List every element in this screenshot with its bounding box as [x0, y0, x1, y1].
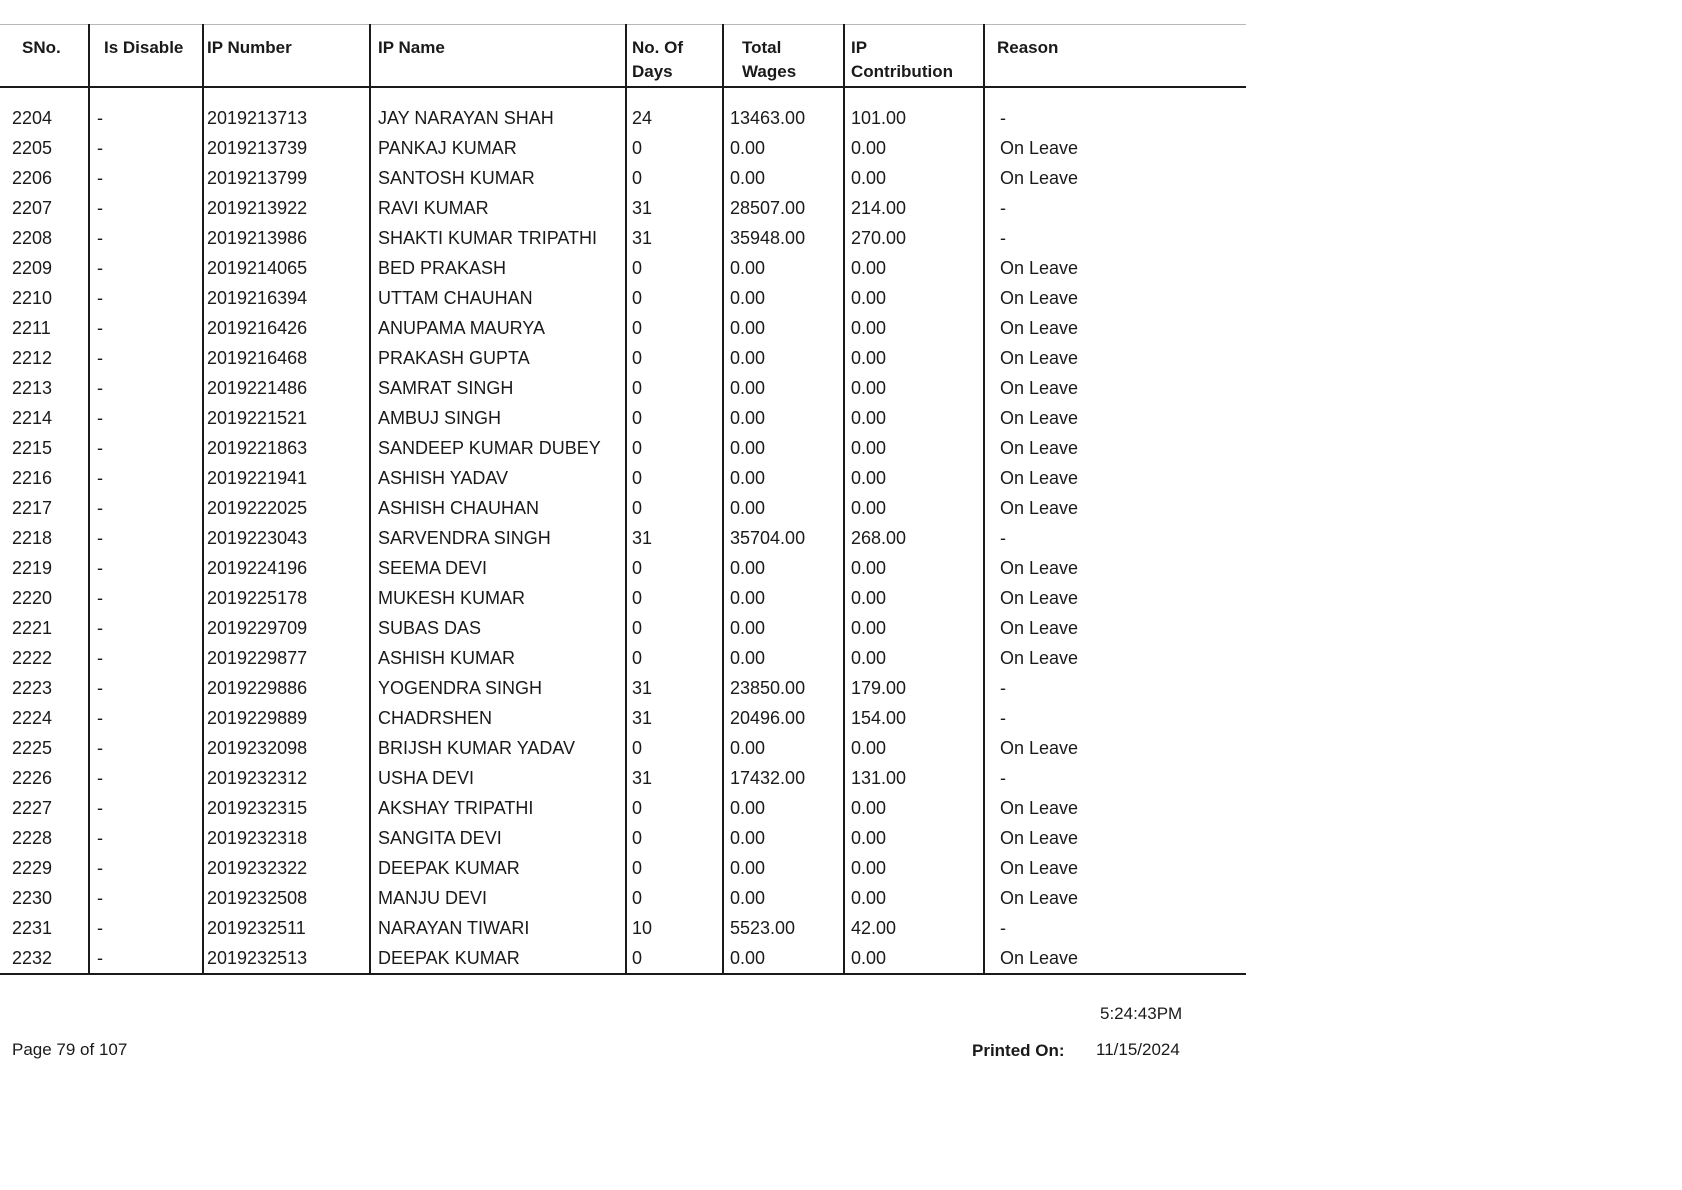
no-of-days-cell: 0: [626, 163, 723, 193]
total-wages-cell: 0.00: [723, 733, 844, 763]
sno-cell: 2206: [0, 163, 89, 193]
total-wages-cell: 0.00: [723, 793, 844, 823]
is-disable-cell: -: [89, 433, 203, 463]
total-wages-cell: 35948.00: [723, 223, 844, 253]
table-row: [0, 523, 1246, 553]
printed-time: 5:24:43PM: [1100, 1004, 1183, 1023]
is-disable-cell: -: [89, 553, 203, 583]
sno-cell: 2223: [0, 673, 89, 703]
is-disable-cell: -: [89, 373, 203, 403]
is-disable-cell: -: [89, 523, 203, 553]
ip-contribution-cell: 0.00: [844, 253, 984, 283]
reason-cell: -: [1000, 917, 1006, 938]
sno-cell: 2211: [0, 313, 89, 343]
reason-cell: On Leave: [1000, 137, 1079, 158]
ip-name-cell: BRIJSH KUMAR YADAV: [370, 733, 626, 763]
no-of-days-cell: 10: [626, 913, 723, 943]
total-wages-cell: 0.00: [723, 613, 844, 643]
sno-cell: 2225: [0, 733, 89, 763]
sno-cell: 2204: [0, 103, 89, 133]
table-row: [0, 223, 1246, 253]
ip-name-cell: JAY NARAYAN SHAH: [370, 103, 626, 133]
ip-number-cell: 2019213986: [203, 223, 370, 253]
ip-contribution-cell: 0.00: [844, 733, 984, 763]
ip-name-cell: ANUPAMA MAURYA: [370, 313, 626, 343]
table-row: [0, 763, 1246, 793]
table-row: [0, 253, 1246, 283]
ip-contribution-cell: 270.00: [844, 223, 984, 253]
ip-number-cell: 2019232511: [203, 913, 370, 943]
is-disable-cell: -: [89, 733, 203, 763]
no-of-days-cell: 0: [626, 553, 723, 583]
table-row: [0, 733, 1246, 763]
no-of-days-cell: 0: [626, 373, 723, 403]
ip-number-cell: 2019232312: [203, 763, 370, 793]
ip-contribution-cell: 0.00: [844, 343, 984, 373]
reason-cell: On Leave: [1000, 827, 1079, 848]
sno-cell: 2216: [0, 463, 89, 493]
no-of-days-cell: 31: [626, 223, 723, 253]
column-header-reason: Reason: [984, 25, 1246, 87]
is-disable-cell: -: [89, 793, 203, 823]
no-of-days-cell: 0: [626, 583, 723, 613]
table-row: [0, 793, 1246, 823]
ip-name-cell: SEEMA DEVI: [370, 553, 626, 583]
table-row: [0, 583, 1246, 613]
ip-name-cell: ASHISH KUMAR: [370, 643, 626, 673]
spacer-cell: [723, 87, 844, 103]
ip-number-cell: 2019213922: [203, 193, 370, 223]
column-header-ip-contribution: IP Contribution: [844, 25, 984, 87]
ip-name-cell: SANGITA DEVI: [370, 823, 626, 853]
no-of-days-cell: 0: [626, 493, 723, 523]
printed-on-label: Printed On:: [972, 1041, 1065, 1060]
ip-name-cell: ASHISH YADAV: [370, 463, 626, 493]
ip-contribution-cell: 0.00: [844, 403, 984, 433]
is-disable-cell: -: [89, 343, 203, 373]
reason-cell: On Leave: [1000, 437, 1079, 458]
sno-cell: 2219: [0, 553, 89, 583]
ip-name-cell: MUKESH KUMAR: [370, 583, 626, 613]
table-row: [0, 433, 1246, 463]
total-wages-cell: 0.00: [723, 463, 844, 493]
ip-name-cell: SUBAS DAS: [370, 613, 626, 643]
reason-cell: On Leave: [1000, 257, 1079, 278]
no-of-days-cell: 0: [626, 793, 723, 823]
is-disable-cell: -: [89, 823, 203, 853]
no-of-days-cell: 31: [626, 523, 723, 553]
total-wages-cell: 0.00: [723, 883, 844, 913]
is-disable-cell: -: [89, 703, 203, 733]
sno-cell: 2214: [0, 403, 89, 433]
reason-cell: On Leave: [1000, 467, 1079, 488]
reason-cell: On Leave: [1000, 317, 1079, 338]
spacer-cell: [984, 87, 1246, 103]
total-wages-cell: 35704.00: [723, 523, 844, 553]
table-row: [0, 283, 1246, 313]
table-row: [0, 883, 1246, 913]
total-wages-cell: 0.00: [723, 493, 844, 523]
is-disable-cell: -: [89, 673, 203, 703]
total-wages-cell: 28507.00: [723, 193, 844, 223]
sno-cell: 2231: [0, 913, 89, 943]
ip-contribution-cell: 154.00: [844, 703, 984, 733]
sno-cell: 2232: [0, 943, 89, 974]
ip-number-cell: 2019221486: [203, 373, 370, 403]
ip-name-cell: PANKAJ KUMAR: [370, 133, 626, 163]
is-disable-cell: -: [89, 223, 203, 253]
is-disable-cell: -: [89, 493, 203, 523]
total-wages-cell: 0.00: [723, 553, 844, 583]
total-wages-cell: 0.00: [723, 433, 844, 463]
reason-cell: -: [1000, 677, 1006, 698]
ip-number-cell: 2019229877: [203, 643, 370, 673]
sno-cell: 2207: [0, 193, 89, 223]
ip-contribution-cell: 131.00: [844, 763, 984, 793]
total-wages-cell: 0.00: [723, 943, 844, 974]
ip-number-cell: 2019221521: [203, 403, 370, 433]
ip-contribution-cell: 42.00: [844, 913, 984, 943]
is-disable-cell: -: [89, 403, 203, 433]
column-header-is-disable: Is Disable: [89, 25, 203, 87]
table-row: [0, 403, 1246, 433]
is-disable-cell: -: [89, 253, 203, 283]
ip-name-cell: NARAYAN TIWARI: [370, 913, 626, 943]
spacer-cell: [626, 87, 723, 103]
ip-name-cell: BED PRAKASH: [370, 253, 626, 283]
no-of-days-cell: 0: [626, 733, 723, 763]
sno-cell: 2227: [0, 793, 89, 823]
table-row: [0, 343, 1246, 373]
ip-number-cell: 2019225178: [203, 583, 370, 613]
ip-contribution-cell: 101.00: [844, 103, 984, 133]
ip-number-cell: 2019214065: [203, 253, 370, 283]
ip-name-cell: PRAKASH GUPTA: [370, 343, 626, 373]
sno-cell: 2222: [0, 643, 89, 673]
no-of-days-cell: 31: [626, 673, 723, 703]
table-body: [0, 87, 1246, 974]
no-of-days-cell: 0: [626, 943, 723, 974]
reason-cell: -: [1000, 767, 1006, 788]
ip-number-cell: 2019216394: [203, 283, 370, 313]
sno-cell: 2205: [0, 133, 89, 163]
total-wages-cell: 0.00: [723, 343, 844, 373]
no-of-days-cell: 0: [626, 403, 723, 433]
table-row: [0, 193, 1246, 223]
no-of-days-cell: 0: [626, 613, 723, 643]
table-row: [0, 133, 1246, 163]
total-wages-cell: 0.00: [723, 853, 844, 883]
ip-contribution-cell: 0.00: [844, 133, 984, 163]
sno-cell: 2213: [0, 373, 89, 403]
reason-cell: On Leave: [1000, 287, 1079, 308]
total-wages-cell: 0.00: [723, 133, 844, 163]
ip-number-cell: 2019216468: [203, 343, 370, 373]
total-wages-cell: 0.00: [723, 373, 844, 403]
table-row: [0, 163, 1246, 193]
ip-number-cell: 2019213739: [203, 133, 370, 163]
total-wages-cell: 23850.00: [723, 673, 844, 703]
no-of-days-cell: 0: [626, 253, 723, 283]
is-disable-cell: -: [89, 313, 203, 343]
ip-contribution-cell: 0.00: [844, 583, 984, 613]
ip-number-cell: 2019229709: [203, 613, 370, 643]
reason-cell: -: [1000, 197, 1006, 218]
column-header-ip-number: IP Number: [203, 25, 370, 87]
ip-name-cell: MANJU DEVI: [370, 883, 626, 913]
total-wages-cell: 5523.00: [723, 913, 844, 943]
is-disable-cell: -: [89, 883, 203, 913]
spacer-cell: [203, 87, 370, 103]
table-row: [0, 643, 1246, 673]
reason-cell: On Leave: [1000, 497, 1079, 518]
ip-contribution-cell: 0.00: [844, 463, 984, 493]
table-row: [0, 913, 1246, 943]
reason-cell: On Leave: [1000, 347, 1079, 368]
ip-name-cell: SARVENDRA SINGH: [370, 523, 626, 553]
ip-name-cell: SANTOSH KUMAR: [370, 163, 626, 193]
header-spacer: [0, 87, 1246, 103]
is-disable-cell: -: [89, 133, 203, 163]
total-wages-cell: 13463.00: [723, 103, 844, 133]
total-wages-cell: 0.00: [723, 163, 844, 193]
reason-cell: On Leave: [1000, 377, 1079, 398]
ip-contribution-cell: 0.00: [844, 643, 984, 673]
no-of-days-cell: 0: [626, 133, 723, 163]
ip-name-cell: SANDEEP KUMAR DUBEY: [370, 433, 626, 463]
is-disable-cell: -: [89, 763, 203, 793]
is-disable-cell: -: [89, 103, 203, 133]
sno-cell: 2220: [0, 583, 89, 613]
is-disable-cell: -: [89, 613, 203, 643]
no-of-days-cell: 0: [626, 853, 723, 883]
ip-name-cell: DEEPAK KUMAR: [370, 943, 626, 974]
ip-contribution-cell: 0.00: [844, 283, 984, 313]
spacer-cell: [370, 87, 626, 103]
ip-number-cell: 2019224196: [203, 553, 370, 583]
no-of-days-cell: 0: [626, 313, 723, 343]
no-of-days-cell: 0: [626, 433, 723, 463]
sno-cell: 2229: [0, 853, 89, 883]
total-wages-cell: 0.00: [723, 253, 844, 283]
is-disable-cell: -: [89, 463, 203, 493]
table-row: [0, 373, 1246, 403]
reason-cell: -: [1000, 107, 1006, 128]
is-disable-cell: -: [89, 583, 203, 613]
ip-number-cell: 2019232098: [203, 733, 370, 763]
reason-cell: -: [1000, 227, 1006, 248]
ip-number-cell: 2019229886: [203, 673, 370, 703]
is-disable-cell: -: [89, 283, 203, 313]
sno-cell: 2228: [0, 823, 89, 853]
reason-cell: On Leave: [1000, 797, 1079, 818]
table-header: [0, 25, 1246, 87]
reason-cell: -: [1000, 707, 1006, 728]
no-of-days-cell: 31: [626, 703, 723, 733]
no-of-days-cell: 0: [626, 643, 723, 673]
ip-contribution-cell: 0.00: [844, 373, 984, 403]
is-disable-cell: -: [89, 943, 203, 974]
reason-cell: On Leave: [1000, 407, 1079, 428]
reason-cell: -: [1000, 527, 1006, 548]
ip-contribution-cell: 0.00: [844, 823, 984, 853]
ip-name-cell: ASHISH CHAUHAN: [370, 493, 626, 523]
ip-number-cell: 2019221941: [203, 463, 370, 493]
table-row: [0, 613, 1246, 643]
ip-contribution-cell: 0.00: [844, 163, 984, 193]
ip-number-cell: 2019216426: [203, 313, 370, 343]
ip-number-cell: 2019213799: [203, 163, 370, 193]
no-of-days-cell: 31: [626, 763, 723, 793]
ip-name-cell: RAVI KUMAR: [370, 193, 626, 223]
ip-name-cell: SHAKTI KUMAR TRIPATHI: [370, 223, 626, 253]
ip-number-cell: 2019221863: [203, 433, 370, 463]
table-row: [0, 103, 1246, 133]
table-row: [0, 463, 1246, 493]
is-disable-cell: -: [89, 913, 203, 943]
ip-contribution-cell: 0.00: [844, 553, 984, 583]
total-wages-cell: 20496.00: [723, 703, 844, 733]
header-row: [0, 25, 1246, 87]
no-of-days-cell: 0: [626, 823, 723, 853]
sno-cell: 2217: [0, 493, 89, 523]
ip-contribution-cell: 179.00: [844, 673, 984, 703]
reason-cell: On Leave: [1000, 887, 1079, 908]
column-header-ip-name: IP Name: [370, 25, 626, 87]
total-wages-cell: 0.00: [723, 283, 844, 313]
wages-report-table: [0, 24, 1246, 975]
spacer-cell: [0, 87, 89, 103]
table-row: [0, 853, 1246, 883]
reason-cell: On Leave: [1000, 737, 1079, 758]
spacer-cell: [844, 87, 984, 103]
reason-cell: On Leave: [1000, 617, 1079, 638]
table-row: [0, 943, 1246, 974]
ip-name-cell: YOGENDRA SINGH: [370, 673, 626, 703]
total-wages-cell: 17432.00: [723, 763, 844, 793]
printed-date: 11/15/2024: [1096, 1040, 1180, 1059]
ip-contribution-cell: 0.00: [844, 433, 984, 463]
ip-number-cell: 2019223043: [203, 523, 370, 553]
ip-contribution-cell: 0.00: [844, 793, 984, 823]
ip-contribution-cell: 0.00: [844, 493, 984, 523]
table-row: [0, 703, 1246, 733]
sno-cell: 2226: [0, 763, 89, 793]
sno-cell: 2221: [0, 613, 89, 643]
sno-cell: 2212: [0, 343, 89, 373]
ip-contribution-cell: 0.00: [844, 883, 984, 913]
table-row: [0, 673, 1246, 703]
ip-contribution-cell: 0.00: [844, 943, 984, 974]
ip-contribution-cell: 0.00: [844, 853, 984, 883]
sno-cell: 2208: [0, 223, 89, 253]
no-of-days-cell: 0: [626, 463, 723, 493]
sno-cell: 2209: [0, 253, 89, 283]
sno-cell: 2230: [0, 883, 89, 913]
is-disable-cell: -: [89, 853, 203, 883]
total-wages-cell: 0.00: [723, 313, 844, 343]
total-wages-cell: 0.00: [723, 643, 844, 673]
sno-cell: 2215: [0, 433, 89, 463]
ip-name-cell: SAMRAT SINGH: [370, 373, 626, 403]
reason-cell: On Leave: [1000, 557, 1079, 578]
ip-number-cell: 2019232322: [203, 853, 370, 883]
reason-cell: On Leave: [984, 943, 1246, 974]
ip-number-cell: 2019213713: [203, 103, 370, 133]
is-disable-cell: -: [89, 163, 203, 193]
total-wages-cell: 0.00: [723, 403, 844, 433]
reason-cell: On Leave: [1000, 167, 1079, 188]
table-row: [0, 553, 1246, 583]
ip-name-cell: AKSHAY TRIPATHI: [370, 793, 626, 823]
ip-number-cell: 2019232315: [203, 793, 370, 823]
ip-number-cell: 2019232513: [203, 943, 370, 974]
table-row: [0, 313, 1246, 343]
ip-number-cell: 2019232318: [203, 823, 370, 853]
table-row: [0, 493, 1246, 523]
ip-name-cell: CHADRSHEN: [370, 703, 626, 733]
column-header-no-of-days: No. Of Days: [626, 25, 723, 87]
ip-number-cell: 2019222025: [203, 493, 370, 523]
ip-name-cell: USHA DEVI: [370, 763, 626, 793]
total-wages-cell: 0.00: [723, 583, 844, 613]
no-of-days-cell: 24: [626, 103, 723, 133]
ip-name-cell: DEEPAK KUMAR: [370, 853, 626, 883]
ip-name-cell: UTTAM CHAUHAN: [370, 283, 626, 313]
ip-contribution-cell: 0.00: [844, 313, 984, 343]
ip-contribution-cell: 214.00: [844, 193, 984, 223]
ip-contribution-cell: 0.00: [844, 613, 984, 643]
sno-cell: 2224: [0, 703, 89, 733]
page-number: Page 79 of 107: [12, 1040, 128, 1059]
reason-cell: On Leave: [1000, 647, 1079, 668]
sno-cell: 2218: [0, 523, 89, 553]
total-wages-cell: 0.00: [723, 823, 844, 853]
ip-number-cell: 2019232508: [203, 883, 370, 913]
column-header-total-wages: Total Wages: [723, 25, 844, 87]
reason-cell: On Leave: [1000, 587, 1079, 608]
spacer-cell: [89, 87, 203, 103]
no-of-days-cell: 0: [626, 283, 723, 313]
is-disable-cell: -: [89, 643, 203, 673]
no-of-days-cell: 0: [626, 343, 723, 373]
sno-cell: 2210: [0, 283, 89, 313]
ip-contribution-cell: 268.00: [844, 523, 984, 553]
is-disable-cell: -: [89, 193, 203, 223]
no-of-days-cell: 0: [626, 883, 723, 913]
ip-number-cell: 2019229889: [203, 703, 370, 733]
column-header-sno: SNo.: [0, 25, 89, 87]
table-row: [0, 823, 1246, 853]
reason-cell: On Leave: [1000, 857, 1079, 878]
ip-name-cell: AMBUJ SINGH: [370, 403, 626, 433]
no-of-days-cell: 31: [626, 193, 723, 223]
